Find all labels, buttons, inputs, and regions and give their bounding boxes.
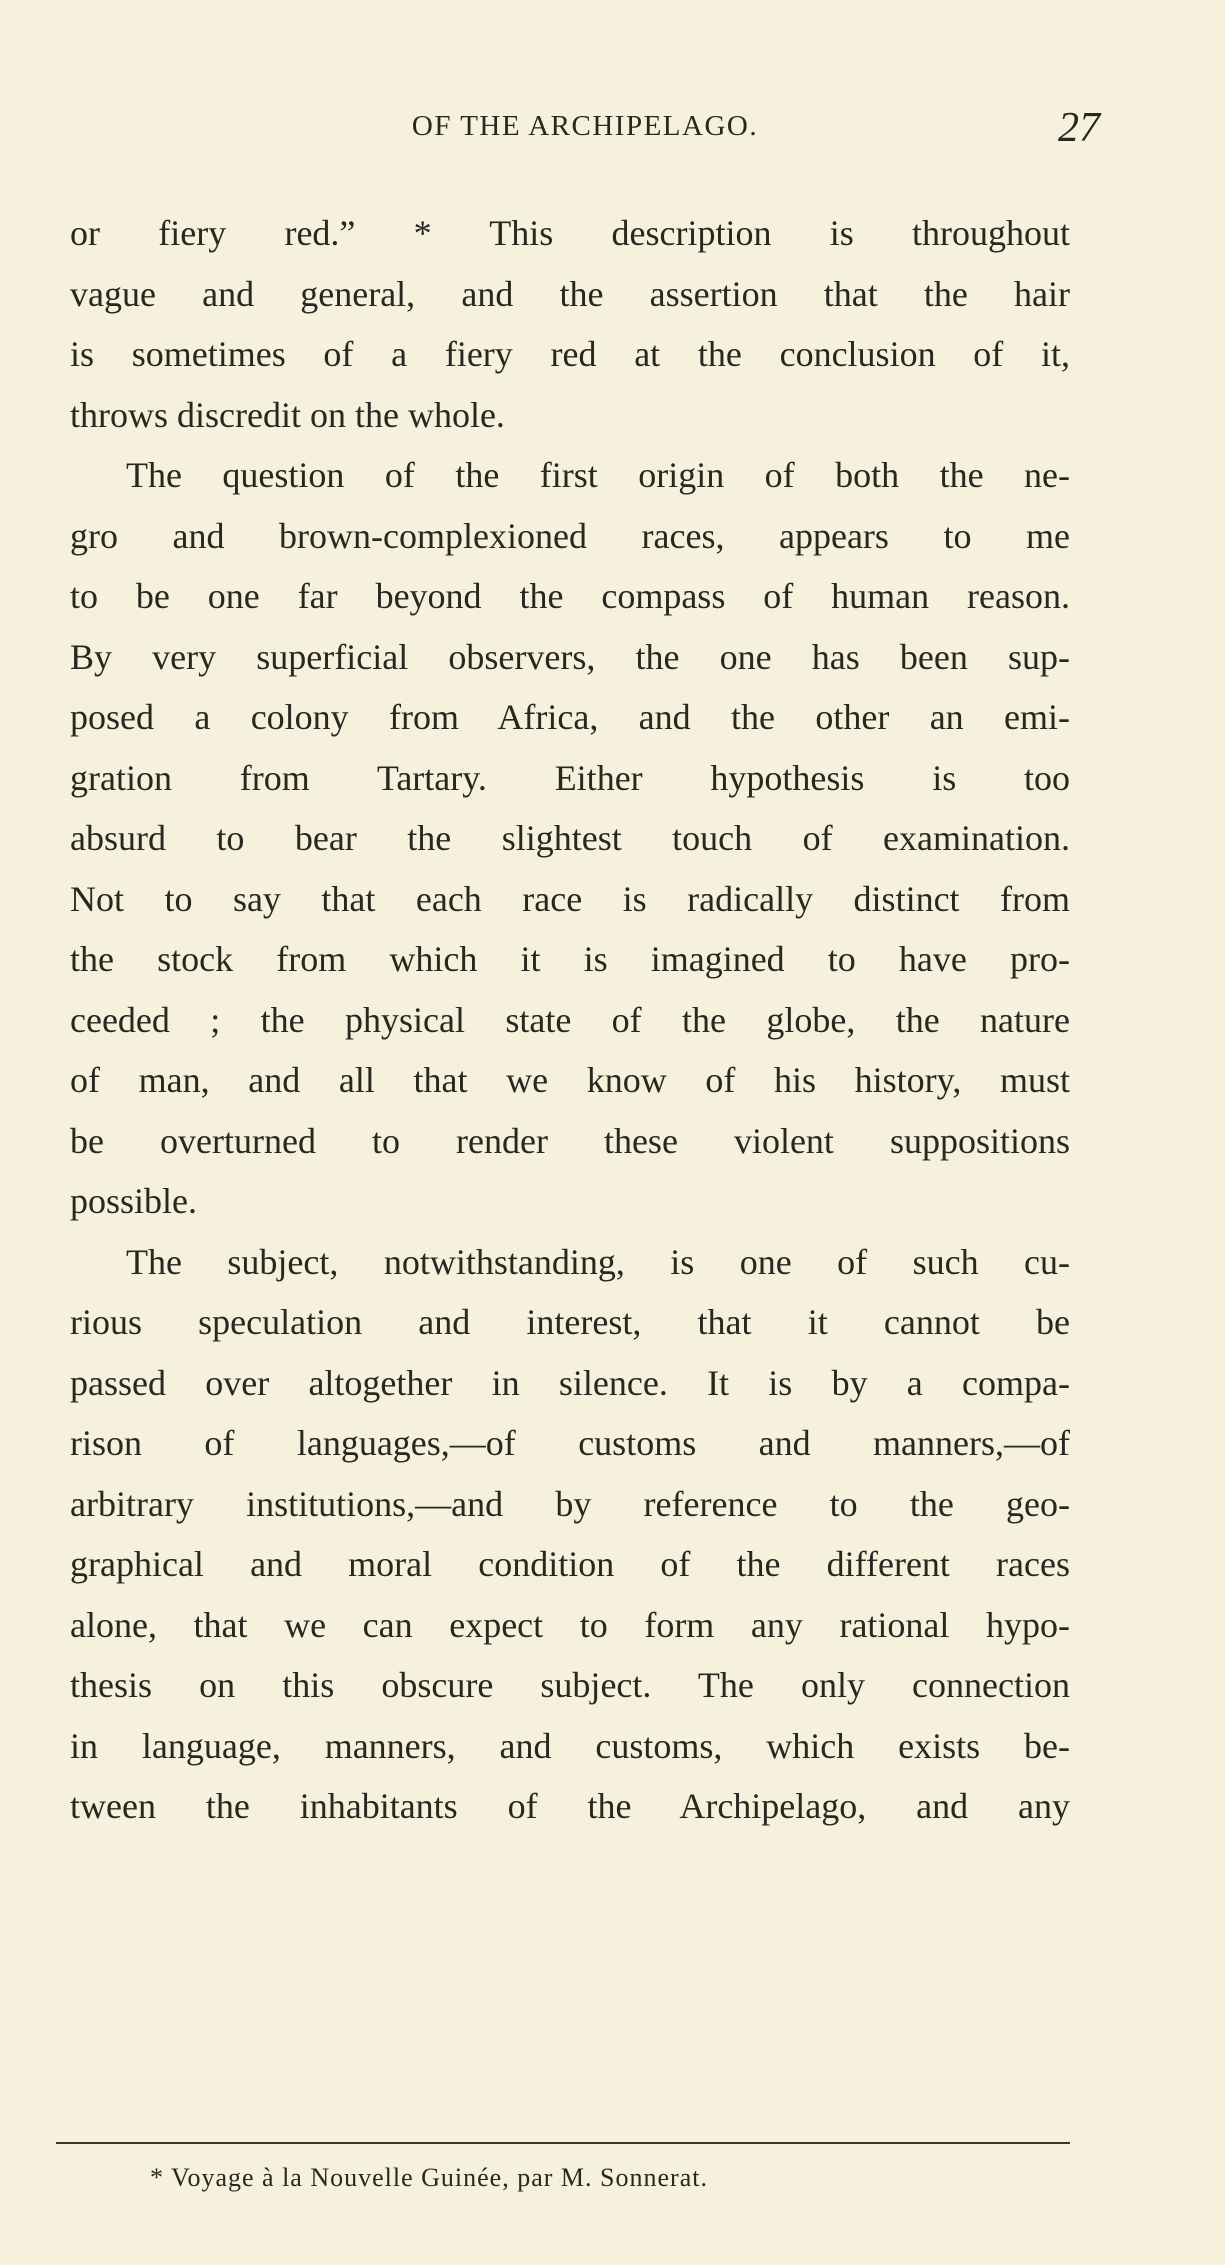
text-line: The subject, notwithstanding, is one of such cu-: [126, 1241, 1070, 1282]
footnote: * Voyage à la Nouvelle Guinée, par M. Sonnerat.: [150, 2163, 708, 2192]
text-line: By very superficial observers, the one has been sup-: [70, 636, 1070, 677]
text-line: vague and general, and the assertion that the hair: [70, 273, 1070, 314]
text-line: or fiery red.” * This description is throughout: [70, 213, 1070, 253]
text-line: rison of languages,—of customs and manners,—of: [70, 1423, 1070, 1463]
text-line: arbitrary institutions,—and by reference to the geo-: [70, 1483, 1070, 1524]
text-line: graphical and moral condition of the different races: [70, 1544, 1070, 1584]
text-line: in language, manners, and customs, which exists be-: [70, 1725, 1070, 1766]
text-line: to be one far beyond the compass of human reason.: [70, 576, 1070, 616]
running-title: OF THE ARCHIPELAGO.: [411, 110, 759, 142]
text-line: possible.: [70, 1181, 198, 1221]
text-line: tween the inhabitants of the Archipelago, and any: [70, 1786, 1070, 1826]
text-line: passed over altogether in silence. It is by a compa-: [70, 1362, 1070, 1403]
text-line: The question of the first origin of both the ne-: [126, 455, 1070, 495]
text-line: posed a colony from Africa, and the other an emi-: [70, 697, 1070, 737]
text-line: is sometimes of a fiery red at the conclusion of it,: [70, 334, 1070, 374]
page-number: 27: [1058, 105, 1100, 151]
text-line: gration from Tartary. Either hypothesis is too: [70, 757, 1070, 798]
text-line: be overturned to render these violent suppositions: [70, 1120, 1070, 1161]
text-line: rious speculation and interest, that it cannot be: [70, 1302, 1070, 1342]
text-line: thesis on this obscure subject. The only connection: [70, 1665, 1070, 1705]
text-line: Not to say that each race is radically distinct from: [70, 878, 1070, 919]
running-head: [70, 104, 1100, 164]
footnote-rule: [56, 2142, 1070, 2144]
text-line: absurd to bear the slightest touch of examination.: [70, 818, 1070, 858]
text-line: gro and brown-complexioned races, appears to me: [70, 515, 1070, 556]
text-line: alone, that we can expect to form any rational hypo-: [70, 1604, 1070, 1645]
text-line: ceeded ; the physical state of the globe, the nature: [70, 999, 1070, 1040]
text-line: of man, and all that we know of his history, must: [70, 1060, 1070, 1100]
text-line: throws discredit on the whole.: [70, 394, 505, 435]
text-line: the stock from which it is imagined to have pro-: [70, 939, 1070, 979]
body-text: [70, 203, 1070, 1837]
